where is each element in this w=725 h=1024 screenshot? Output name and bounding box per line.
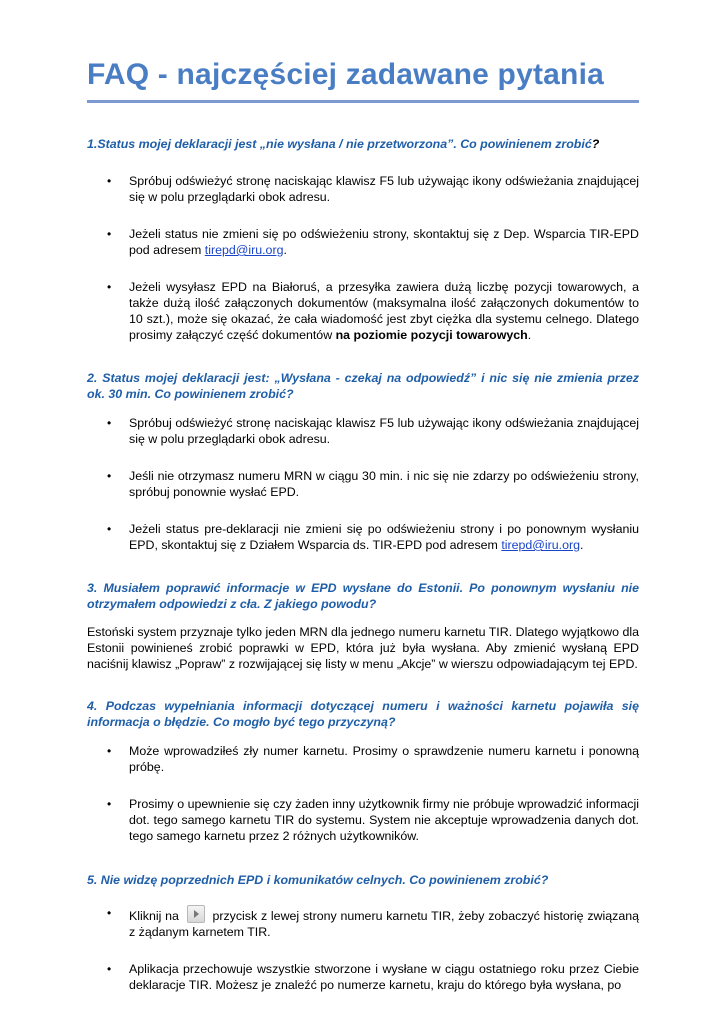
faq-question-1: 1.Status mojej deklaracji jest „nie wysłana / nie przetworzona”. Co powinienem zrobić? [87, 137, 600, 151]
faq-answers-4 [87, 743, 639, 844]
faq-question-2: 2. Status mojej deklaracji jest: „Wysłana - czekaj na odpowiedź” i nic się nie zmienia przez ok. 30 min. Co powinienem zrobić? [87, 371, 639, 401]
faq-answers-5 [87, 905, 639, 993]
list-item: • Jeżeli status nie zmieni się po odświeżeniu strony, skontaktuj się z Dep. Wsparcia TIR-EPD pod adresem tirepd@iru.org. [107, 227, 639, 257]
faq-question-3: 3. Musiałem poprawić informacje w EPD wysłane do Estonii. Po ponownym wysłaniu nie otrzymałem odpowiedzi z cła. Z jakiego powodu? [87, 581, 639, 611]
list-item: • Jeżeli status pre-deklaracji nie zmieni się po odświeżeniu strony i po ponownym wysłaniu EPD, skontaktuj się z Działem Wsparcia ds. TIR-EPD pod adresem tirepd@iru.org. [107, 522, 639, 552]
support-email-link[interactable]: tirepd@iru.org [501, 538, 581, 552]
bullet: • [107, 227, 112, 241]
list-item: • Prosimy o upewnienie się czy żaden inny użytkownik firmy nie próbuje wprowadzić informacji dot. tego samego karnetu TIR do systemu. System nie akceptuje wprowadzenia danych dot. tego samego karnetu przez 2 różnych użytkowników. [107, 797, 639, 843]
play-icon[interactable] [187, 905, 205, 923]
bullet: • [107, 797, 112, 811]
title-underline [87, 100, 639, 103]
bullet: • [107, 416, 112, 430]
faq-answers-1 [87, 173, 639, 343]
bullet: • [107, 962, 112, 976]
list-item: • Spróbuj odświeżyć stronę naciskając klawisz F5 lub używając ikony odświeżania znajdującej się w polu przeglądarki obok adresu. [107, 416, 639, 446]
bullet: • [107, 174, 112, 188]
list-item: • Spróbuj odświeżyć stronę naciskając klawisz F5 lub używając ikony odświeżania znajdującej się w polu przeglądarki obok adresu. [107, 174, 639, 204]
bullet: • [107, 906, 112, 920]
bullet: • [107, 744, 112, 758]
faq-question-4: 4. Podczas wypełniania informacji dotyczącej numeru i ważności karnetu pojawiła się informacja o błędzie. Co mogło być tego przyczyną? [87, 699, 639, 729]
bullet: • [107, 280, 112, 294]
list-item: • Aplikacja przechowuje wszystkie stworzone i wysłane w ciągu ostatniego roku przez Ciebie deklaracje TIR. Możesz je znaleźć po numerze karnetu, kraju do którego była wysłana, po [107, 962, 639, 992]
list-item: • Jeżeli wysyłasz EPD na Białoruś, a przesyłka zawiera dużą liczbę pozycji towarowych, a także dużą ilość załączonych dokumentów (maksymalna ilość załączonych dokumentów to 10 szt.), może się okazać, że cała wiadomość jest zbyt ciężka dla systemu celnego. Dlatego prosimy załączyć część dokumentów na poziomie pozycji towarowych. [107, 280, 639, 342]
bullet: • [107, 522, 112, 536]
faq-answers-2 [87, 415, 639, 553]
faq-question-5: 5. Nie widzę poprzednich EPD i komunikatów celnych. Co powinienem zrobić? [87, 873, 549, 887]
bullet: • [107, 469, 112, 483]
support-email-link[interactable]: tirepd@iru.org [204, 243, 284, 257]
list-item: • Kliknij na przycisk z lewej strony numeru karnetu TIR, żeby zobaczyć historię związaną z żądanym karnetem TIR. [107, 906, 639, 939]
list-item: • Jeśli nie otrzymasz numeru MRN w ciągu 30 min. i nic się nie zdarzy po odświeżeniu strony, spróbuj ponownie wysłać EPD. [107, 469, 639, 499]
faq-answer-3: Estoński system przyznaje tylko jeden MRN dla jednego numeru karnetu TIR. Dlatego wyjątkowo dla Estonii powinieneś zrobić poprawki w EPD, która już była wysłana. Aby zmienić wysłaną EPD naciśnij klawisz „Popraw” z rozwijającej się listy w menu „Akcje” w wierszu odpowiadającym tej EPD. [87, 625, 639, 671]
faq-content [87, 136, 639, 993]
page-title: FAQ - najczęściej zadawane pytania [87, 58, 604, 91]
list-item: • Może wprowadziłeś zły numer karnetu. Prosimy o sprawdzenie numeru karnetu i ponowną próbę. [107, 744, 639, 774]
